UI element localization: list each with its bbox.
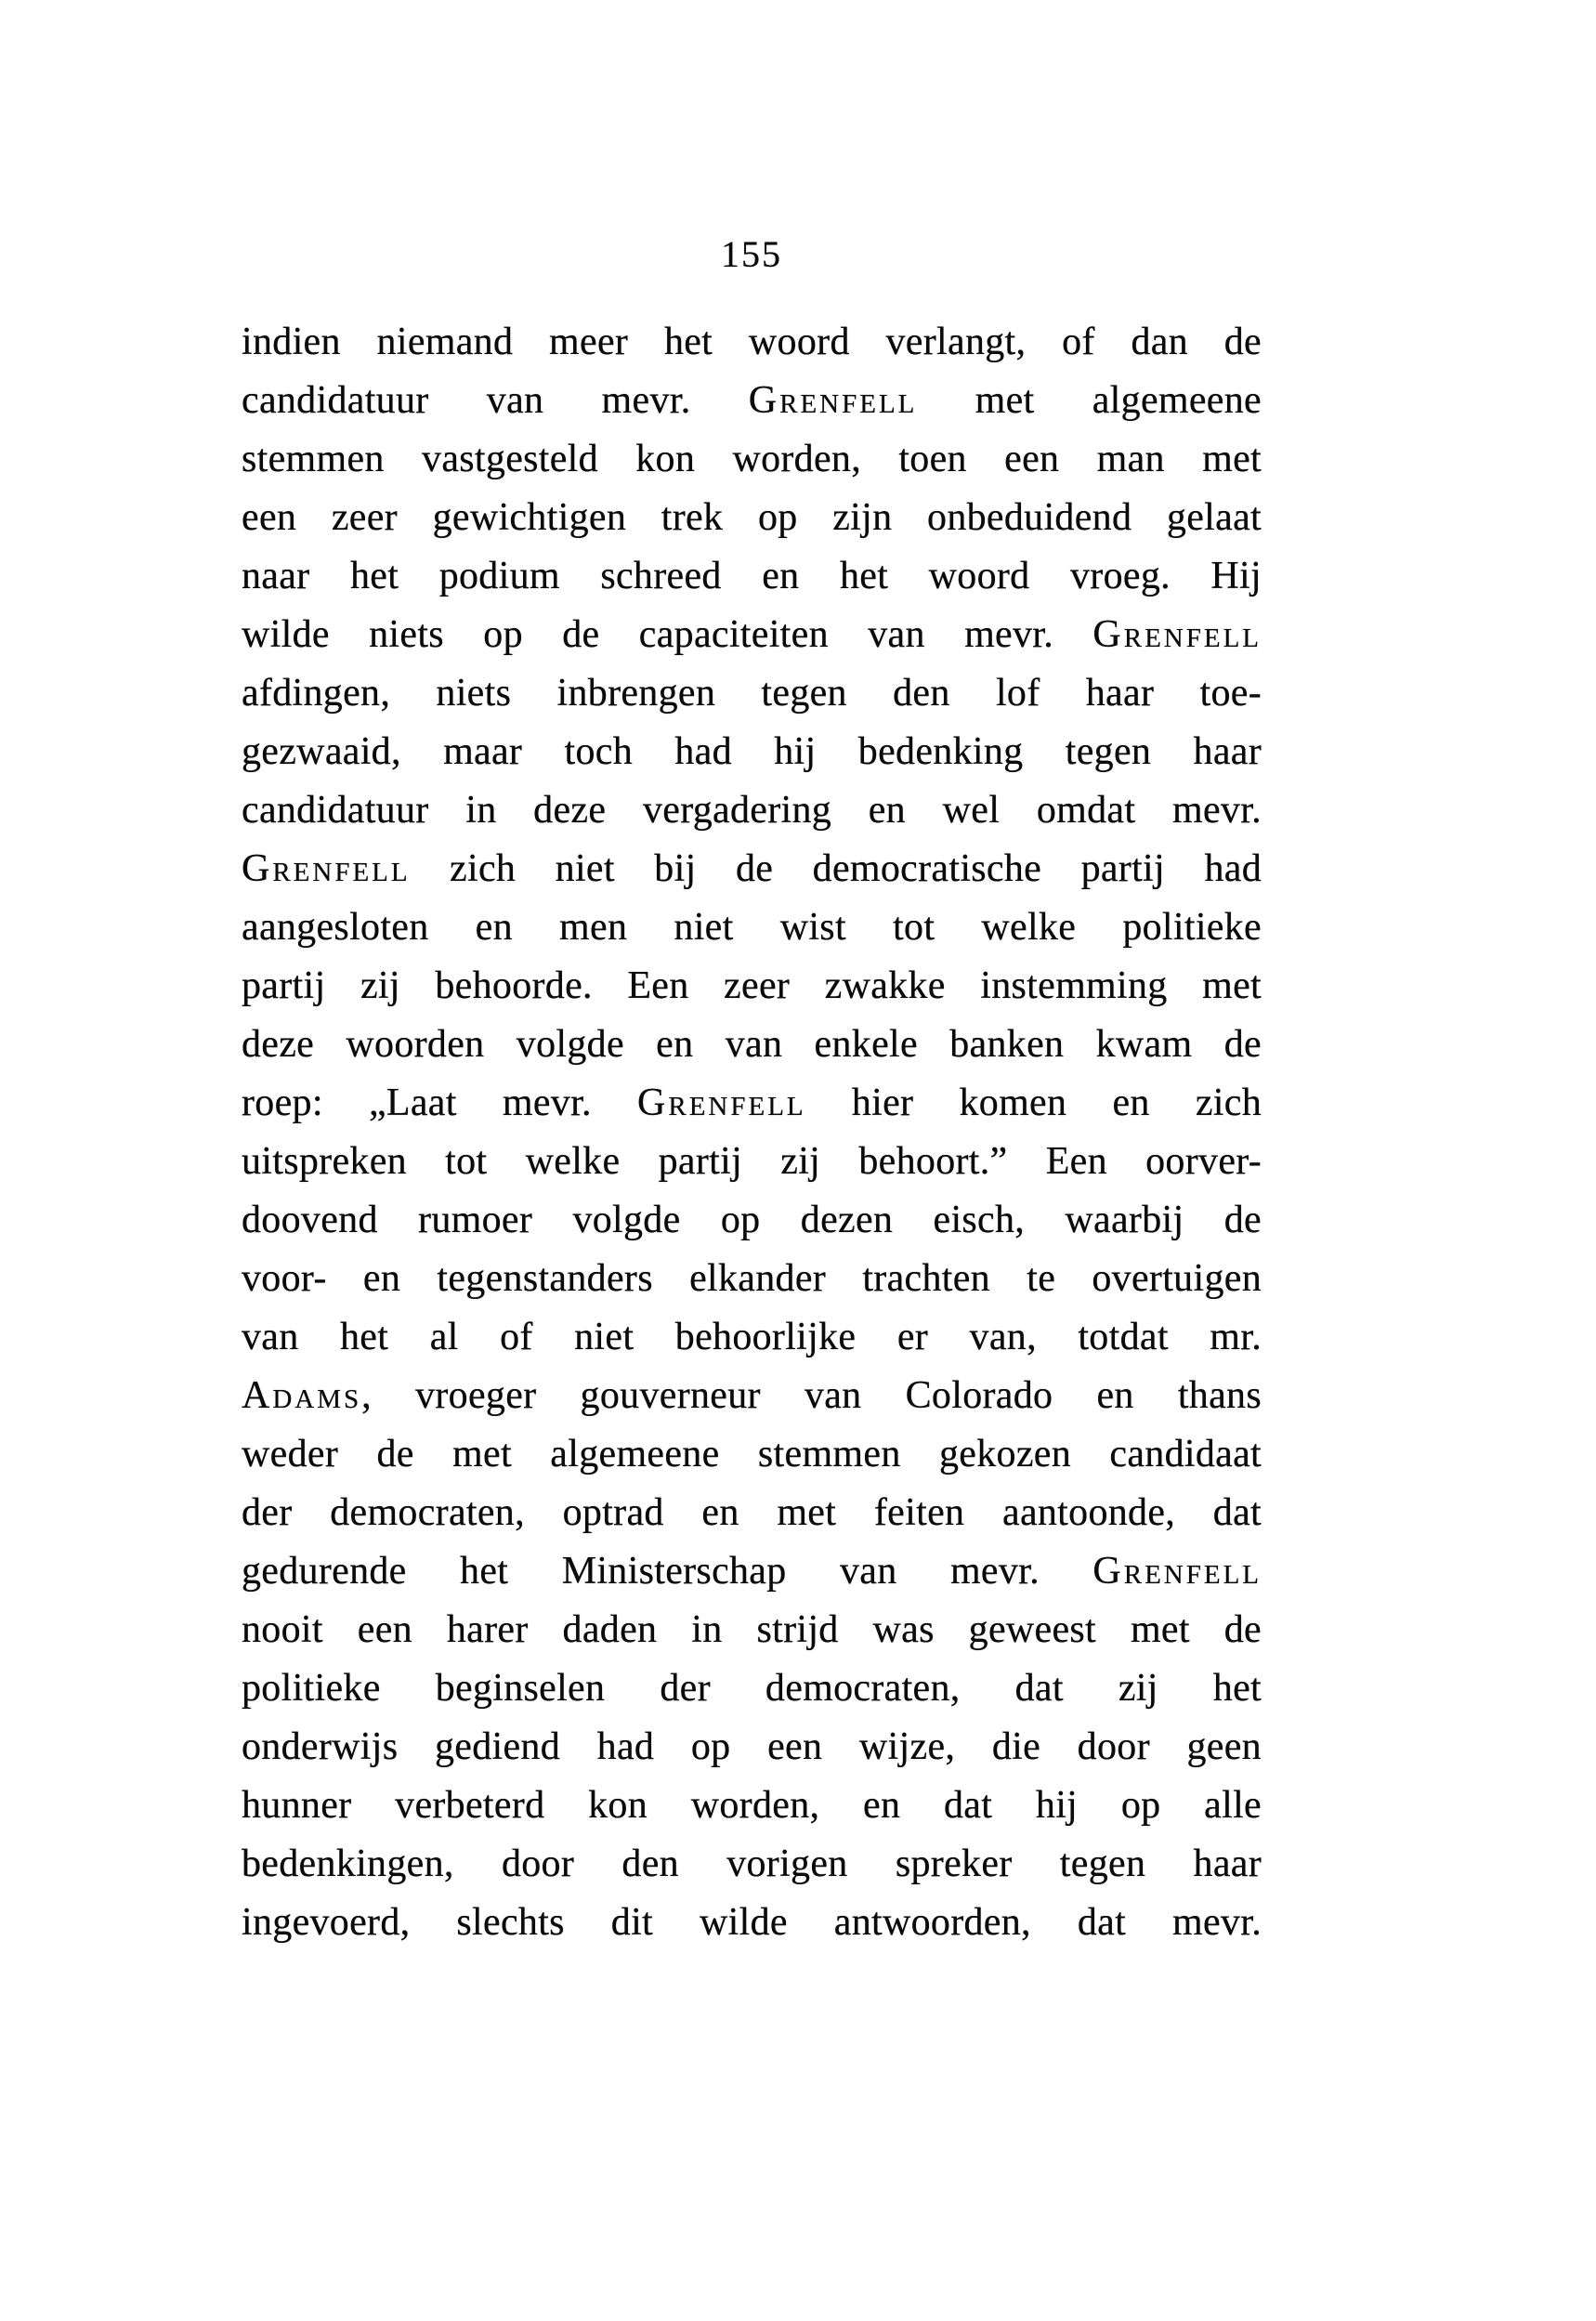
- text-line: [242, 1659, 1262, 1718]
- text-line: [242, 1250, 1262, 1308]
- text-segment: een zeer gewichtigen trek op zijn onbeduidend gelaat: [242, 496, 1262, 539]
- text-segment: aangesloten en men niet wist tot welke politieke: [242, 906, 1262, 949]
- text-segment: hunner verbeterd kon worden, en dat hij op alle: [242, 1784, 1262, 1827]
- text-segment: wilde niets op de capaciteiten van mevr.: [242, 613, 1093, 656]
- text-segment: naar het podium schreed en het woord vroeg. Hij: [242, 555, 1262, 597]
- text-segment: zich niet bij de democratische partij had: [410, 847, 1262, 890]
- text-segment: van het al of niet behoorlijke er van, totdat mr.: [242, 1316, 1262, 1358]
- text-line: [242, 1133, 1262, 1191]
- text-line: [242, 1191, 1262, 1250]
- text-segment: stemmen vastgesteld kon worden, toen een man met: [242, 438, 1262, 480]
- text-segment: hier komen en zich: [805, 1082, 1262, 1124]
- text-line: [242, 547, 1262, 606]
- text-line: [242, 840, 1262, 898]
- text-segment: politieke beginselen der democraten, dat zij het: [242, 1667, 1262, 1710]
- smallcaps-proper-name: Grenfell: [1092, 1550, 1262, 1593]
- text-segment: weder de met algemeene stemmen gekozen candidaat: [242, 1433, 1262, 1475]
- text-segment: nooit een harer daden in strijd was geweest met de: [242, 1608, 1262, 1651]
- text-segment: candidatuur van mevr.: [242, 379, 749, 422]
- smallcaps-proper-name: Grenfell: [1092, 613, 1262, 656]
- text-line: [242, 606, 1262, 664]
- text-line: [242, 430, 1262, 489]
- text-segment: deze woorden volgde en van enkele banken kwam de: [242, 1023, 1262, 1066]
- text-segment: afdingen, niets inbrengen tegen den lof haar toe-: [242, 672, 1262, 715]
- text-line: [242, 1542, 1262, 1601]
- text-line: [242, 957, 1262, 1016]
- text-segment: onderwijs gediend had op een wijze, die door geen: [242, 1725, 1262, 1768]
- text-segment: candidatuur in deze vergadering en wel omdat mevr.: [242, 789, 1262, 832]
- text-segment: roep: „Laat mevr.: [242, 1082, 638, 1124]
- text-segment: der democraten, optrad en met feiten aantoonde, dat: [242, 1491, 1262, 1534]
- body-text: [242, 313, 1262, 1952]
- text-segment: partij zij behoorde. Een zeer zwakke instemming met: [242, 964, 1262, 1007]
- text-line: [242, 1016, 1262, 1074]
- text-line: [242, 489, 1262, 547]
- text-line: [242, 1484, 1262, 1542]
- text-line: [242, 1894, 1262, 1952]
- text-segment: ingevoerd, slechts dit wilde antwoorden, dat mevr.: [242, 1901, 1262, 1944]
- text-line: [242, 1367, 1262, 1425]
- text-line: [242, 723, 1262, 781]
- text-segment: gezwaaid, maar toch had hij bedenking tegen haar: [242, 730, 1262, 773]
- smallcaps-proper-name: Adams: [242, 1374, 362, 1417]
- text-line: [242, 1835, 1262, 1894]
- text-line: [242, 898, 1262, 957]
- text-segment: voor- en tegenstanders elkander trachten te overtuigen: [242, 1257, 1262, 1300]
- smallcaps-proper-name: Grenfell: [637, 1082, 806, 1124]
- text-segment: , vroeger gouverneur van Colorado en thans: [361, 1374, 1262, 1417]
- text-line: [242, 1308, 1262, 1367]
- text-line: [242, 1074, 1262, 1133]
- text-line: [242, 313, 1262, 372]
- text-line: [242, 1425, 1262, 1484]
- text-segment: doovend rumoer volgde op dezen eisch, waarbij de: [242, 1199, 1262, 1241]
- text-segment: met algemeene: [917, 379, 1262, 422]
- text-segment: bedenkingen, door den vorigen spreker tegen haar: [242, 1842, 1262, 1885]
- text-line: [242, 1777, 1262, 1835]
- text-segment: indien niemand meer het woord verlangt, of dan de: [242, 321, 1262, 363]
- page-number: 155: [721, 233, 782, 275]
- text-line: [242, 1601, 1262, 1659]
- text-line: [242, 781, 1262, 840]
- smallcaps-proper-name: Grenfell: [748, 379, 918, 422]
- text-segment: uitspreken tot welke partij zij behoort.” Een oorver-: [242, 1140, 1262, 1183]
- text-line: [242, 1718, 1262, 1777]
- text-line: [242, 372, 1262, 430]
- text-line: [242, 664, 1262, 723]
- smallcaps-proper-name: Grenfell: [242, 847, 411, 890]
- text-segment: gedurende het Ministerschap van mevr.: [242, 1550, 1093, 1593]
